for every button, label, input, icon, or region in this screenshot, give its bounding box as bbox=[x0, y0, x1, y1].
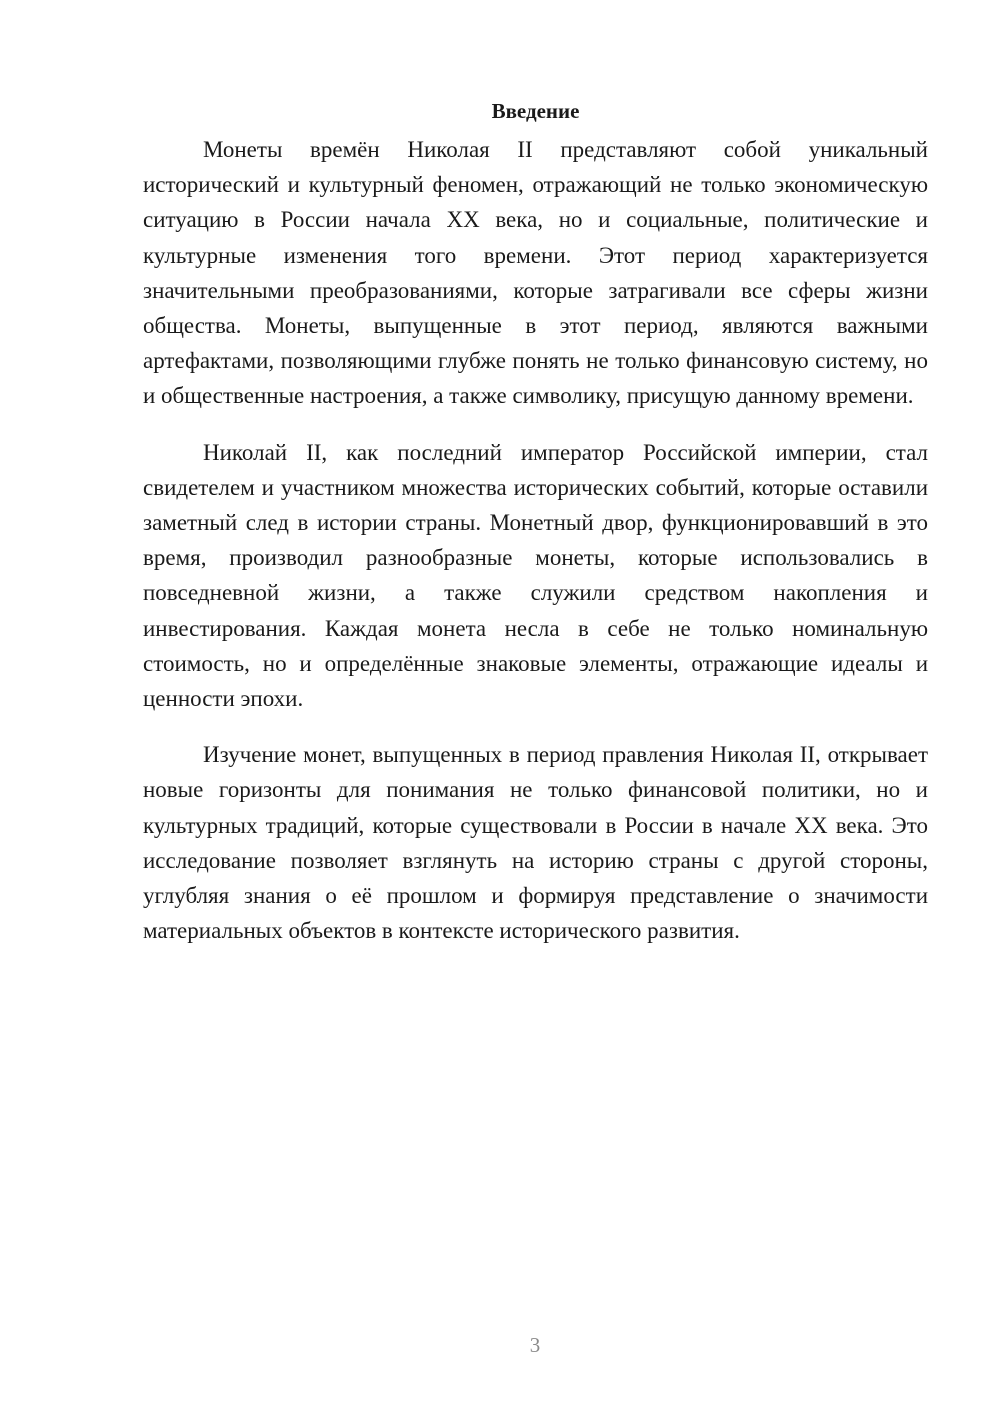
paragraph-3: Изучение монет, выпущенных в период правления Николая II, открывает новые горизонты для понимания не только финансовой политики, но и культурных традиций, которые существовали в России в начале XX века. Это исследование позволяет взглянуть на историю страны с другой стороны, углубляя знания о её прошлом и формируя представление о значимости материальных объектов в контексте исторического развития. bbox=[143, 742, 928, 944]
paragraph-2: Николай II, как последний император Российской империи, стал свидетелем и участником множества исторических событий, которые оставили заметный след в истории страны. Монетный двор, функционировавший в это время, производил разнообразные монеты, которые использовались в повседневной жизни, а также служили средством накопления и инвестирования. Каждая монета несла в себе не только номинальную стоимость, но и определённые знаковые элементы, отражающие идеалы и ценности эпохи. bbox=[143, 439, 928, 712]
paragraph-1: Монеты времён Николая II представляют собой уникальный исторический и культурный феномен, отражающий не только экономическую ситуацию в России начала XX века, но и социальные, политические и культурные изменения того времени. Этот период характеризуется значительными преобразованиями, которые затрагивали все сферы жизни общества. Монеты, выпущенные в этот период, являются важными артефактами, позволяющими глубже понять не только финансовую систему, но и общественные настроения, а также символику, присущую данному времени. bbox=[143, 137, 928, 409]
section-heading: Введение bbox=[491, 99, 580, 123]
document-body bbox=[143, 90, 928, 969]
page-number: 3 bbox=[529, 1333, 541, 1357]
